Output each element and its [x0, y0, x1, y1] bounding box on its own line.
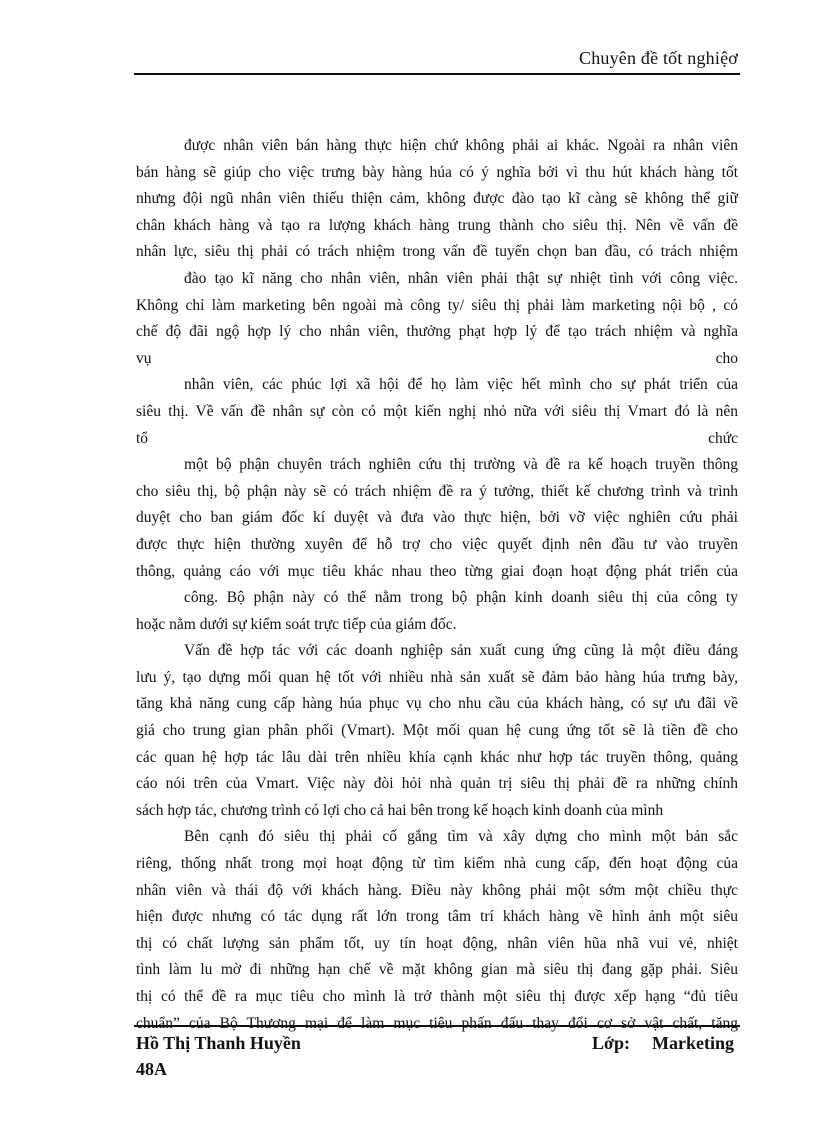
text-line: tăng khả năng cung cấp hàng húa phục vụ cho nhu cầu của khách hàng, có sự ưu đãi về — [136, 695, 738, 713]
text-line: cho siêu thị, bộ phận này sẽ có trách nhiệm đề ra ý tưởng, thiết kế chương trình và trình — [136, 482, 738, 500]
text-line: lưu ý, tạo dựng mối quan hệ tốt với nhiều nhà sản xuất sẽ đảm bảo hàng húa trưng bày, — [136, 668, 738, 686]
text-line: chân khách hàng và tạo ra lượng khách hàng trung thành cho siêu thị. Nên về vấn đề — [136, 216, 738, 234]
footer-author: Hồ Thị Thanh Huyền — [136, 1033, 301, 1053]
text-line: công. Bộ phận này có thể nằm trong bộ phận kinh doanh siêu thị của công ty — [184, 589, 738, 607]
text-line: Bên cạnh đó siêu thị phải cố gắng tìm và xây dựng cho mình một bản sắc — [184, 828, 738, 846]
footer-class-value-1: Marketing — [652, 1033, 734, 1053]
text-line: hoặc nằm dưới sự kiểm soát trực tiếp của giám đốc. — [136, 615, 457, 633]
text-line: siêu thị. Về vấn đề nhân sự còn có một kiến nghị nhỏ nữa với siêu thị Vmart đó là nên — [136, 402, 738, 420]
text-line: được nhân viên bán hàng thực hiện chứ không phải ai khác. Ngoài ra nhân viên — [184, 137, 738, 154]
text-line: nhân viên và thái độ với khách hàng. Điều này không phải một sớm một chiều thực — [136, 881, 738, 899]
text-line: tình làm lu mờ đi những hạn chế về mặt không gian mà siêu thị đang gặp phải. Siêu — [136, 961, 738, 979]
text-line: duyệt cho ban giám đốc kí duyệt và đưa vào thực hiện, bởi vỡ việc nghiên cứu phải — [136, 509, 738, 527]
footer-left — [136, 1031, 301, 1081]
text-line: riêng, thống nhất trong mọi hoạt động từ tìm kiếm nhà cung cấp, đến hoạt động của — [136, 855, 738, 873]
header-title: Chuyên đề tốt nghiệơ — [579, 48, 738, 68]
footer-class-label: Lớp: — [592, 1033, 630, 1053]
text-line: tổ chức — [136, 429, 738, 447]
text-line: thị có thể đề ra mục tiêu cho mình là trở thành một siêu thị được xếp hạng “đủ tiêu — [136, 988, 738, 1005]
text-line: được thực hiện thường xuyên để hỗ trợ cho việc quyết định nên đầu tư vào truyền — [136, 535, 738, 553]
text-line: hiện được nhưng có tác dụng rất lớn trong tâm trí khách hàng về hình ảnh một siêu — [136, 908, 738, 926]
text-line: nhân viên, các phúc lợi xã hội để họ làm việc hết mình cho sự phát triển của — [184, 376, 738, 394]
text-line: bán hàng sẽ giúp cho việc trưng bày hàng húa có ý nghĩa bởi vì thu hút khách hàng tốt — [136, 163, 738, 181]
text-line: nhưng đội ngũ nhân viên thiếu thiện cảm, không được đào tạo kĩ càng sẽ không thể giữ — [136, 190, 738, 208]
text-line: sách hợp tác, chương trình có lợi cho cả hai bên trong kế hoạch kinh doanh của mình — [136, 801, 664, 819]
text-line: đào tạo kĩ năng cho nhân viên, nhân viên phải thật sự nhiệt tình với công việc. — [184, 269, 738, 287]
text-line: giá cho trung gian phân phối (Vmart). Một mối quan hệ cung ứng tốt sẽ là tiền đề cho — [136, 722, 738, 740]
text-line: Không chỉ làm marketing bên ngoài mà công ty/ siêu thị phải làm marketing nội bộ , có — [136, 296, 738, 314]
footer-rule — [134, 1025, 740, 1027]
text-line: vụ cho — [136, 349, 738, 367]
header-rule — [134, 73, 740, 75]
text-line: các quan hệ hợp tác lâu dài trên nhiều khía cạnh khác như hợp tác truyền thông, quảng — [136, 748, 738, 766]
text-line: cáo nói trên của Vmart. Việc này đòi hỏi nhà quản trị siêu thị phải đề ra những chính — [136, 775, 738, 793]
text-line: nhân lực, siêu thị phải có trách nhiệm trong vấn đề tuyển chọn ban đầu, có trách nhiệm — [136, 243, 738, 261]
text-line: thông, quảng cáo với mục tiêu khác nhau theo từng giai đoạn hoạt động phát triển của — [136, 562, 738, 580]
text-line: chuẩn” của Bộ Thương mại để làm mục tiêu phấn đấu thay đổi cơ sở vật chất, tăng — [136, 1014, 738, 1032]
footer-class-value-2: 48A — [136, 1059, 167, 1079]
text-line: chế độ đãi ngộ hợp lý cho nhân viên, thưởng phạt hợp lý để tạo trách nhiệm và nghĩa — [136, 323, 738, 341]
body-text — [136, 133, 738, 1037]
text-line: thị có chất lượng sản phẩm tốt, uy tín hoạt động, nhân viên hũa nhã vui vẻ, nhiệt — [136, 934, 738, 952]
text-line: một bộ phận chuyên trách nghiên cứu thị trường và đề ra kế hoạch truyền thông — [184, 456, 738, 474]
text-line: Vấn đề hợp tác với các doanh nghiệp sản xuất cung ứng cũng là một điều đáng — [184, 642, 738, 660]
